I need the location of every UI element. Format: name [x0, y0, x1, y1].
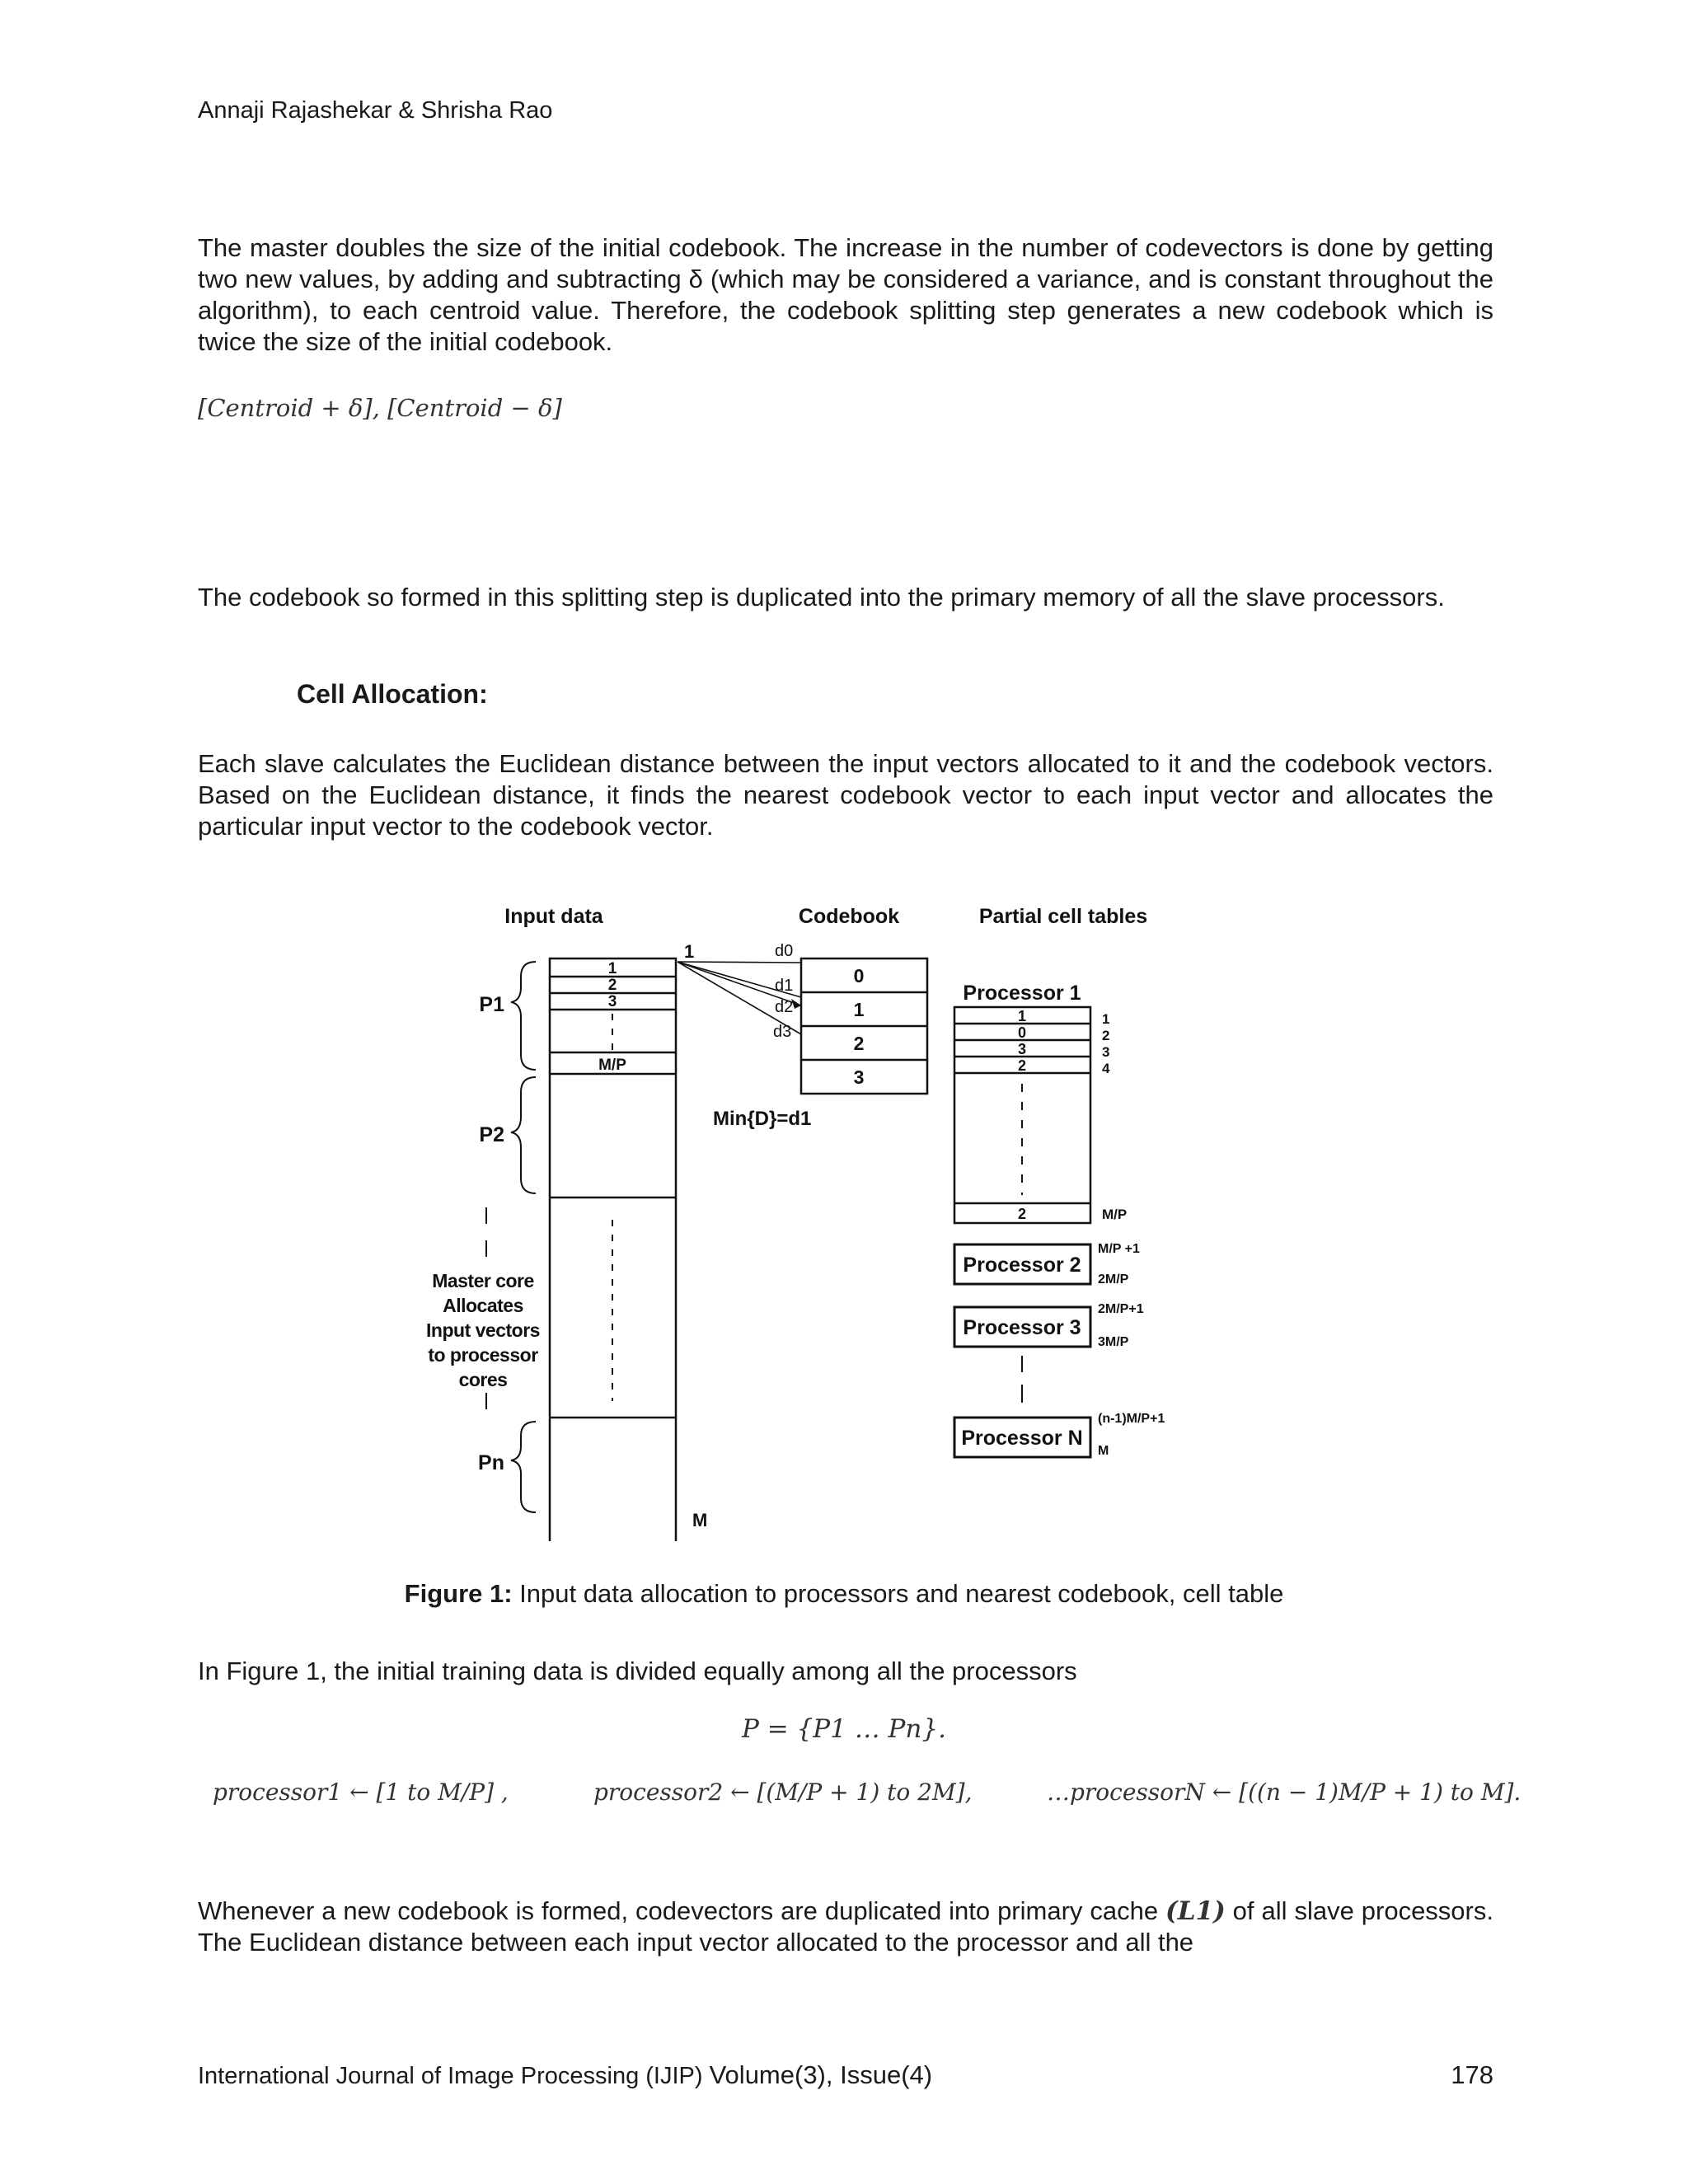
equation-centroid-split — [198, 394, 562, 422]
caption-text: Input data allocation to processors and nearest codebook, cell table — [512, 1579, 1284, 1608]
processor-1-index-1: 1 — [1102, 1011, 1110, 1027]
input-end-label: M — [692, 1510, 708, 1530]
eq-split-right: [Centroid − δ] — [387, 394, 562, 422]
page-number: 178 — [1451, 2060, 1493, 2089]
processor-1-last-cell: 2 — [1017, 1206, 1027, 1222]
paragraph-codebook-duplication: The codebook so formed in this splitting step is duplicated into the primary memory of all the slave processors. — [198, 583, 1445, 612]
brace-pn — [511, 1422, 536, 1512]
figure-input-data-allocation — [379, 898, 1253, 1541]
l1-cache-label: (L1) — [1165, 1896, 1226, 1926]
processor-2-range-start: M/P +1 — [1098, 1242, 1140, 1256]
master-text-line-1: Master core — [432, 1270, 534, 1291]
codebook-entry-3: 3 — [853, 1066, 865, 1088]
processor-2-label: Processor 2 — [963, 1254, 1081, 1277]
section-heading-cell-allocation: Cell Allocation: — [297, 679, 488, 709]
paragraph-data-division: In Figure 1, the initial training data is divided equally among all the processors — [198, 1657, 1077, 1685]
min-distance-label: Min{D}=d1 — [713, 1108, 812, 1130]
footer-journal-name: International Journal of Image Processing (IJIP) — [198, 2063, 710, 2089]
distance-label-d1: d1 — [775, 977, 794, 995]
processor-1-index-3: 3 — [1102, 1044, 1110, 1060]
eq-assign-processor2: processor2 ← [(M/P + 1) to 2M], — [593, 1779, 973, 1806]
codebook-entry-2: 2 — [853, 1033, 865, 1054]
distance-label-d0: d0 — [775, 942, 794, 960]
master-text-line-3: Input vectors — [426, 1319, 540, 1341]
codebook-entry-1: 1 — [853, 999, 865, 1020]
processor-n-label: Processor N — [961, 1427, 1083, 1450]
figure-caption — [0, 1579, 1688, 1609]
partition-label-p2: P2 — [479, 1123, 504, 1146]
codebook-entry-0: 0 — [853, 965, 865, 987]
running-header: Annaji Rajashekar & Shrisha Rao — [198, 97, 553, 124]
paragraph-codebook-splitting: The master doubles the size of the initial codebook. The increase in the number of codevectors is done by getting two new values, by adding and subtracting δ (which may be considered a variance, and is constant throughout the algorithm), to each centroid value. Therefore, the codebook splitting step generates a new codebook which is twice the size of the initial codebook. — [198, 233, 1493, 356]
fig-title-codebook: Codebook — [798, 905, 900, 928]
brace-p1 — [511, 962, 536, 1070]
p5-before: Whenever a new codebook is formed, codevectors are duplicated into primary cache — [198, 1896, 1166, 1925]
processor-n-range-end: M — [1098, 1444, 1109, 1458]
master-text-line-2: Allocates — [443, 1295, 523, 1316]
brace-p2 — [511, 1077, 536, 1193]
input-row-1: 1 — [607, 960, 617, 977]
fig-title-partial-cell-tables: Partial cell tables — [978, 905, 1148, 928]
processor-1-cell-4: 2 — [1017, 1057, 1027, 1074]
caption-lead: Figure 1: — [404, 1579, 513, 1608]
paragraph-codevector-cache — [198, 1896, 1493, 1958]
input-row-2: 2 — [607, 977, 617, 994]
processor-n-range-start: (n-1)M/P+1 — [1098, 1412, 1165, 1426]
input-row-3: 3 — [607, 993, 617, 1010]
eq-assign-processor1: processor1 ← [1 to M/P] , — [213, 1779, 509, 1806]
eq-assign-processorN: …processorN ← [((n − 1)M/P + 1) to M]. — [1047, 1779, 1522, 1806]
eq-split-sep: , — [372, 394, 380, 422]
master-text-line-5: cores — [458, 1369, 508, 1390]
processor-1-cell-2: 0 — [1017, 1024, 1027, 1041]
processor-1-cell-1: 1 — [1017, 1008, 1027, 1024]
processor-2-range-end: 2M/P — [1098, 1272, 1129, 1286]
equation-processor-set: P = {P1 … Pn}. — [742, 1714, 946, 1744]
fig-title-input-data: Input data — [504, 905, 603, 928]
distance-label-d3: d3 — [773, 1023, 792, 1041]
footer-volume: Volume(3), Issue(4) — [709, 2060, 933, 2089]
processor-3-label: Processor 3 — [963, 1316, 1081, 1339]
processor-1-index-2: 2 — [1102, 1028, 1110, 1043]
partition-label-pn: Pn — [478, 1451, 504, 1474]
master-text-line-4: to processor — [428, 1344, 538, 1366]
processor-1-index-4: 4 — [1102, 1061, 1110, 1076]
processor-3-range-end: 3M/P — [1098, 1335, 1129, 1349]
eq-split-left: [Centroid + δ] — [198, 394, 373, 422]
distance-label-d2: d2 — [775, 998, 794, 1016]
processor-1-last-index: M/P — [1102, 1207, 1128, 1222]
input-row-mp: M/P — [598, 1057, 626, 1074]
partition-label-p1: P1 — [479, 993, 504, 1016]
input-pointer-label: 1 — [684, 941, 695, 962]
processor-3-range-start: 2M/P+1 — [1098, 1302, 1144, 1316]
processor-1-label: Processor 1 — [963, 982, 1081, 1005]
p5-after: of all slave processors. The Euclidean distance between each input vector allocated to the processor and all the — [198, 1896, 1493, 1957]
paragraph-cell-allocation: Each slave calculates the Euclidean distance between the input vectors allocated to it and the codebook vectors. Based on the Euclidean distance, it finds the nearest codebook vector to each input vector and allocates the particular input vector to the codebook vector. — [198, 749, 1493, 841]
equation-processor-assignment — [198, 1755, 1533, 1846]
processor-1-cell-3: 3 — [1017, 1041, 1027, 1057]
footer-journal — [198, 2060, 932, 2090]
